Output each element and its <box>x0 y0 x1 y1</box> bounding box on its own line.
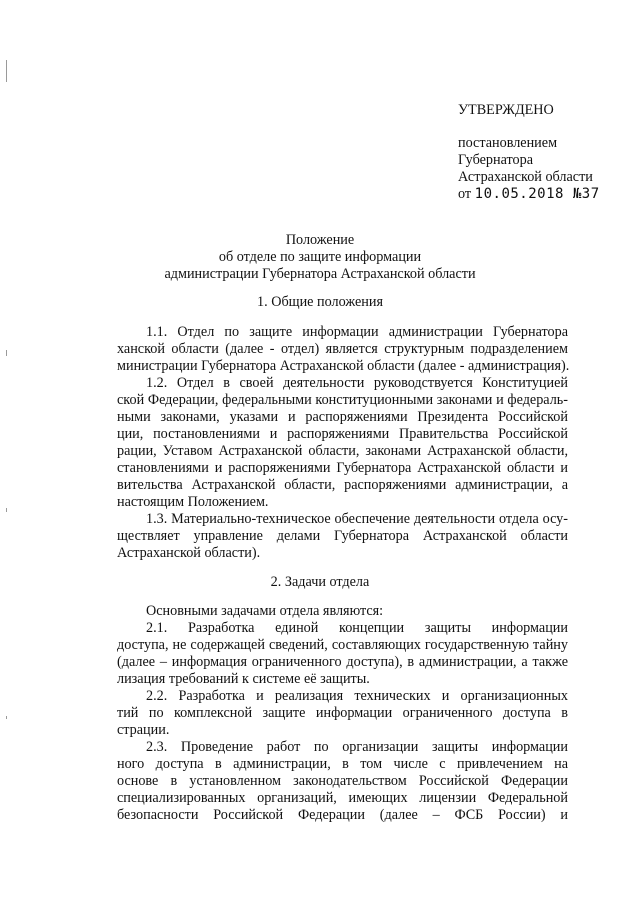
text-line: 1.2. Отдел в своей деятельности руководствуется Конституцией <box>146 375 568 391</box>
approval-date-number: 10.05.2018 №37 <box>474 186 600 202</box>
text-line: настоящим Положением. <box>117 494 269 510</box>
scan-edge-mark <box>6 60 7 82</box>
section-heading: 2. Задачи отдела <box>270 574 370 590</box>
text-line: министрации Губернатора Астраханской области (далее - администрация). <box>117 358 570 374</box>
text-line: 1.1. Отдел по защите информации администрации Губернатора <box>146 324 568 340</box>
text-line: ской Федерации, федеральными конституционными законами и федераль- <box>117 392 568 408</box>
text-line: безопасности Российской Федерации (далее – ФСБ России) и <box>117 807 568 823</box>
approval-date-prefix: от <box>458 186 472 202</box>
approval-line: Астраханской области <box>458 169 593 185</box>
text-line: доступа, не содержащей сведений, составляющих государственную тайну <box>117 637 568 653</box>
text-line: Основными задачами отдела являются: <box>146 603 384 619</box>
text-line: Астраханской области). <box>117 545 261 561</box>
text-line: лизация требований к системе её защиты. <box>117 671 370 687</box>
text-line: вительства Астраханской области, распоряжениями администрации, а <box>117 477 568 493</box>
scan-edge-mark <box>6 350 7 356</box>
scan-edge-mark <box>6 716 7 719</box>
text-line: основе в установленном законодательством Российской Федерации <box>117 773 568 789</box>
text-line: ществляет управление делами Губернатора Астраханской области <box>117 528 568 544</box>
approval-line: Губернатора <box>458 152 534 168</box>
text-line: тий по комплексной защите информации ограниченного доступа в <box>117 705 568 721</box>
scan-edge-mark <box>6 508 7 512</box>
section-heading: 1. Общие положения <box>257 294 383 310</box>
text-line: 2.3. Проведение работ по организации защиты информации <box>146 739 568 755</box>
document-subtitle: об отделе по защите информации <box>218 249 422 265</box>
text-line: ного доступа в администрации, в том числе с привлечением на <box>117 756 568 772</box>
text-line: (далее – информация ограниченного доступа), в администрации, а также <box>117 654 568 670</box>
approval-heading: УТВЕРЖДЕНО <box>458 102 554 118</box>
text-line: специализированных организаций, имеющих лицензии Федеральной <box>117 790 568 806</box>
document-subtitle: администрации Губернатора Астраханской области <box>164 266 476 282</box>
text-line: 2.2. Разработка и реализация технических и организационных <box>146 688 568 704</box>
text-line: рации, Уставом Астраханской области, законами Астраханской области, <box>117 443 568 459</box>
text-line: 1.3. Материально-техническое обеспечение деятельности отдела осу- <box>146 511 568 527</box>
text-line: 2.1. Разработка единой концепции защиты информации <box>146 620 568 636</box>
text-line: становлениями и распоряжениями Губернатора Астраханской области и <box>117 460 568 476</box>
approval-date <box>458 186 600 203</box>
text-line: страции. <box>117 722 170 738</box>
approval-line: постановлением <box>458 135 558 151</box>
document-title: Положение <box>285 232 355 248</box>
text-line: ными законами, указами и распоряжениями Президента Российской <box>117 409 568 425</box>
text-line: ции, постановлениями и распоряжениями Правительства Российской <box>117 426 568 442</box>
text-line: ханской области (далее - отдел) является структурным подразделением <box>117 341 568 357</box>
